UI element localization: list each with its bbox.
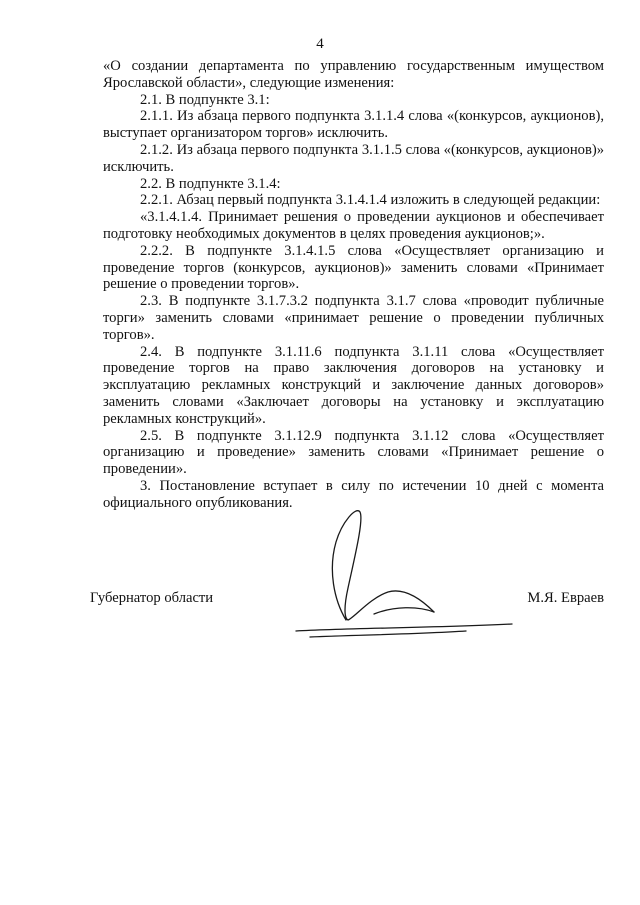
paragraph-2-1-1: 2.1.1. Из абзаца первого подпункта 3.1.1.4 слова «(конкурсов, аукционов), выступает организатором торгов» исключить. xyxy=(103,108,604,142)
paragraph-2-2: 2.2. В подпункте 3.1.4: xyxy=(140,175,281,192)
signature-underline-stroke xyxy=(296,624,512,631)
page-number: 4 xyxy=(316,36,324,52)
signature-flourish-stroke xyxy=(310,631,466,637)
paragraph-intro: «О создании департамента по управлению государственным имуществом Ярославской области», следующие изменения: xyxy=(103,58,604,91)
signatory-name: М.Я. Евраев xyxy=(527,590,604,606)
paragraph-2-1-2: 2.1.2. Из абзаца первого подпункта 3.1.1.5 слова «(конкурсов, аукционов)» исключить. xyxy=(103,141,604,175)
paragraph-2-1: 2.1. В подпункте 3.1: xyxy=(140,91,270,108)
signature-loop-stroke xyxy=(332,511,434,620)
signatory-position: Губернатор области xyxy=(90,590,214,606)
paragraph-quote-3-1-4-1-4: «3.1.4.1.4. Принимает решения о проведении аукционов и обеспечивает подготовку необходимых документов в целях проведения аукционов;». xyxy=(103,209,604,242)
paragraph-3: 3. Постановление вступает в силу по истечении 10 дней с момента официального опубликования. xyxy=(103,477,604,511)
paragraph-2-5: 2.5. В подпункте 3.1.12.9 подпункта 3.1.12 слова «Осуществляет организацию и проведение» заменить словами «Принимает решение о проведении». xyxy=(103,427,604,478)
handwritten-signature xyxy=(290,500,520,650)
document-body xyxy=(103,58,604,512)
paragraph-2-2-2: 2.2.2. В подпункте 3.1.4.1.5 слова «Осуществляет организацию и проведение торгов (конкурсов, аукционов)» заменить словами «Принимает решение о проведении торгов». xyxy=(103,242,604,293)
paragraph-2-3: 2.3. В подпункте 3.1.7.3.2 подпункта 3.1.7 слова «проводит публичные торги» заменить словами «принимает решение о проведении публичных торгов». xyxy=(103,293,604,343)
signature-tail-stroke xyxy=(374,608,434,614)
paragraph-2-2-1: 2.2.1. Абзац первый подпункта 3.1.4.1.4 изложить в следующей редакции: xyxy=(140,192,601,209)
paragraph-2-4: 2.4. В подпункте 3.1.11.6 подпункта 3.1.11 слова «Осуществляет проведение торгов на право заключения договоров на установку и эксплуатацию рекламных конструкций и заключение данных договоров» заменить словами «Заключает договоры на установку и эксплуатацию рекламных конструкций». xyxy=(103,343,604,427)
